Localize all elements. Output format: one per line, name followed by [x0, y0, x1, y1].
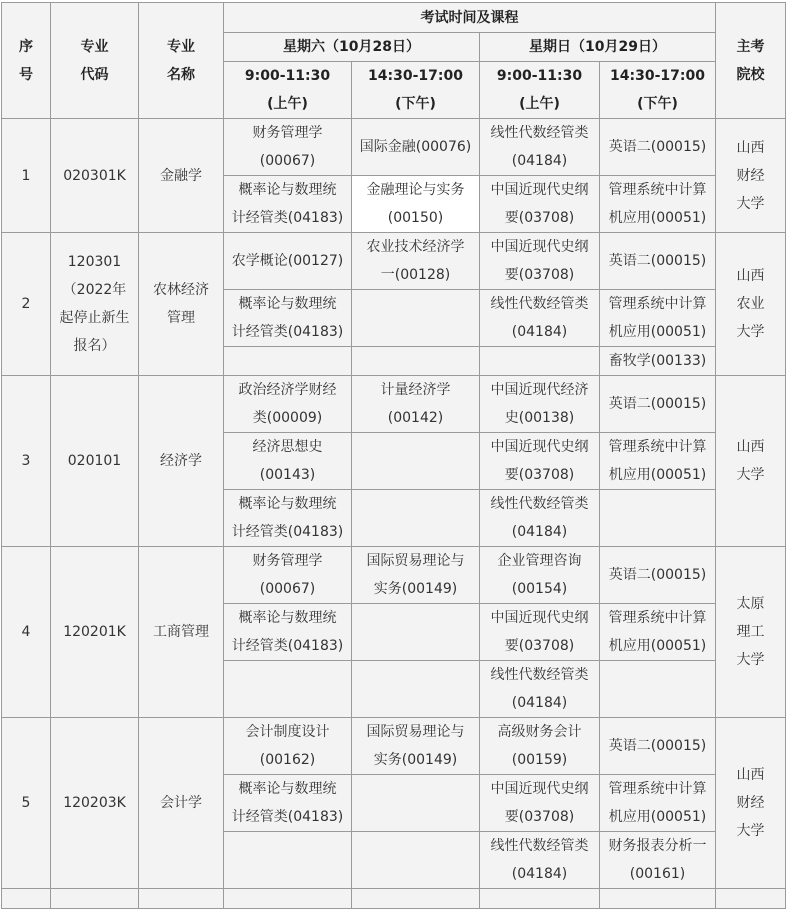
course-cell-sun-am: [480, 119, 600, 176]
cell-text-line: 大学: [736, 324, 765, 340]
course-cell-sun-pm: [600, 718, 716, 775]
empty-cell: [480, 889, 600, 909]
cell-text-line: 大学: [736, 467, 765, 483]
header-school: 主考 院校: [716, 3, 786, 119]
cell-text-line: 计经管类(04183): [231, 324, 344, 340]
cell-text-line: 经济学: [160, 453, 202, 469]
major-code: [51, 376, 139, 547]
cell-text-line: 农林经济: [153, 282, 209, 298]
cell-text-line: 国际金融(00076): [359, 139, 472, 155]
course-cell-sat-pm: [352, 832, 480, 889]
course-cell-sat-pm: [352, 547, 480, 604]
empty-cell: [51, 889, 139, 909]
cell-text-line: 起停止新生: [59, 310, 130, 326]
cell-text-line: 财经: [736, 167, 765, 184]
course-cell-sat-am: [224, 233, 352, 290]
table-header: [2, 3, 786, 119]
cell-text-line: 金融学: [160, 167, 202, 184]
cell-text-line: 机应用(00051): [608, 467, 707, 483]
cell-text-line: 中国近现代史纲: [490, 182, 589, 198]
empty-cell: [139, 889, 224, 909]
cell-text-line: 财务管理学: [252, 125, 323, 141]
course-cell-sat-pm: [352, 233, 480, 290]
course-cell-sat-pm: [352, 176, 480, 233]
cell-text-line: 会计制度设计: [245, 724, 330, 740]
cell-text-line: 概率论与数理统: [238, 496, 337, 512]
cell-text-line: 计经管类(04183): [231, 524, 344, 540]
cell-text-line: (04184): [511, 695, 568, 711]
course-cell-sun-pm: [600, 547, 716, 604]
major-name: [139, 718, 224, 889]
cell-text-line: 机应用(00051): [608, 210, 707, 226]
cell-text-line: 大学: [736, 195, 765, 212]
cell-text-line: 英语二(00015): [608, 567, 707, 583]
cell-text-line: 工商管理: [153, 624, 209, 640]
cell-text-line: 山西: [736, 439, 765, 455]
cell-text-line: 企业管理咨询: [497, 553, 582, 569]
cell-text-line: 线性代数经管类: [490, 496, 589, 512]
cell-text-line: 线性代数经管类: [490, 125, 589, 141]
course-cell-sat-am: [224, 347, 352, 376]
course-cell-sun-pm: [600, 490, 716, 547]
cell-text-line: 020101: [67, 453, 122, 469]
cell-text-line: 概率论与数理统: [238, 182, 337, 198]
cell-text-line: 中国近现代经济: [490, 382, 589, 398]
cell-text-line: 机应用(00051): [608, 638, 707, 654]
cell-text-line: 020301K: [63, 167, 126, 184]
examining-school: [716, 119, 786, 233]
course-cell-sun-pm: [600, 176, 716, 233]
cell-text-line: (04184): [511, 524, 568, 540]
cell-text-line: 管理系统中计算: [608, 781, 707, 797]
cell-text-line: 要(03708): [504, 267, 575, 283]
cell-text-line: 农学概论(00127): [231, 253, 344, 269]
course-cell-sun-pm: [600, 347, 716, 376]
course-cell-sat-am: [224, 376, 352, 433]
header-major-code: 专业 代码: [51, 3, 139, 119]
header-sat-am: 9:00-11:30 (上午): [224, 62, 352, 119]
cell-text-line: 财经: [736, 795, 765, 811]
cell-text-line: 概率论与数理统: [238, 781, 337, 797]
major-code: [51, 718, 139, 889]
cell-text-line: 要(03708): [504, 467, 575, 483]
empty-cell: [600, 889, 716, 909]
cell-text-line: (04184): [511, 324, 568, 340]
cell-text-line: 管理系统中计算: [608, 439, 707, 455]
course-cell-sat-pm: [352, 604, 480, 661]
course-cell-sat-am: [224, 661, 352, 718]
cell-text-line: （2022年: [62, 282, 127, 298]
cell-text-line: 计经管类(04183): [231, 210, 344, 226]
examining-school: [716, 718, 786, 889]
header-major-name: 专业 名称: [139, 3, 224, 119]
major-no: 3: [2, 376, 51, 547]
cell-text-line: 农业技术经济学: [366, 239, 465, 255]
table-row: [2, 889, 786, 909]
cell-text-line: 英语二(00015): [608, 396, 707, 412]
cell-text-line: 国际贸易理论与: [366, 724, 465, 740]
major-no: 2: [2, 233, 51, 376]
table-row: [2, 376, 786, 433]
cell-text-line: 机应用(00051): [608, 809, 707, 825]
major-code: [51, 119, 139, 233]
cell-text-line: 要(03708): [504, 809, 575, 825]
cell-text-line: 线性代数经管类: [490, 667, 589, 683]
course-cell-sun-pm: [600, 119, 716, 176]
cell-text-line: 管理: [167, 310, 195, 326]
course-cell-sat-am: [224, 433, 352, 490]
cell-text-line: 畜牧学(00133): [608, 353, 707, 369]
cell-text-line: 计经管类(04183): [231, 638, 344, 654]
course-cell-sun-am: [480, 661, 600, 718]
cell-text-line: 概率论与数理统: [238, 296, 337, 312]
header-sat-pm: 14:30-17:00 (下午): [352, 62, 480, 119]
cell-text-line: (00142): [387, 410, 444, 426]
major-no: 1: [2, 119, 51, 233]
header-no: 序 号: [2, 3, 51, 119]
course-cell-sun-am: [480, 547, 600, 604]
cell-text-line: 120203K: [63, 795, 126, 811]
course-cell-sat-am: [224, 604, 352, 661]
cell-text-line: 农业: [736, 296, 765, 312]
course-cell-sat-pm: [352, 347, 480, 376]
cell-text-line: 概率论与数理统: [238, 610, 337, 626]
course-cell-sat-am: [224, 290, 352, 347]
cell-text-line: 大学: [736, 652, 765, 668]
cell-text-line: (00161): [629, 866, 686, 882]
major-no: 4: [2, 547, 51, 718]
course-cell-sun-pm: [600, 661, 716, 718]
course-cell-sun-am: [480, 176, 600, 233]
cell-text-line: 线性代数经管类: [490, 838, 589, 854]
header-saturday: 星期六（10月28日）: [224, 33, 480, 62]
cell-text-line: (00159): [511, 752, 568, 768]
cell-text-line: 管理系统中计算: [608, 182, 707, 198]
table-row: [2, 718, 786, 775]
major-code: [51, 233, 139, 376]
cell-text-line: (00067): [259, 153, 316, 169]
course-cell-sat-am: [224, 718, 352, 775]
cell-text-line: 计量经济学: [380, 382, 451, 398]
course-cell-sat-pm: [352, 376, 480, 433]
table-row: [2, 547, 786, 604]
cell-text-line: 财务管理学: [252, 553, 323, 569]
course-cell-sun-pm: [600, 290, 716, 347]
course-cell-sat-pm: [352, 661, 480, 718]
cell-text-line: 实务(00149): [373, 752, 458, 768]
major-no: 5: [2, 718, 51, 889]
cell-text-line: 英语二(00015): [608, 253, 707, 269]
major-name: [139, 376, 224, 547]
cell-text-line: 中国近现代史纲: [490, 610, 589, 626]
cell-text-line: (00143): [259, 467, 316, 483]
examining-school: [716, 547, 786, 718]
course-cell-sat-pm: [352, 490, 480, 547]
cell-text-line: (00150): [387, 210, 444, 226]
table-row: [2, 233, 786, 290]
course-cell-sun-am: [480, 233, 600, 290]
cell-text-line: (04184): [511, 153, 568, 169]
course-cell-sat-am: [224, 775, 352, 832]
empty-cell: [2, 889, 51, 909]
cell-text-line: 太原: [736, 596, 765, 612]
header-sun-pm: 14:30-17:00 (下午): [600, 62, 716, 119]
course-cell-sat-am: [224, 490, 352, 547]
cell-text-line: 会计学: [160, 795, 202, 811]
cell-text-line: (04184): [511, 866, 568, 882]
cell-text-line: 高级财务会计: [497, 724, 582, 740]
cell-text-line: 金融理论与实务: [366, 182, 465, 198]
examining-school: [716, 233, 786, 376]
course-cell-sun-am: [480, 832, 600, 889]
cell-text-line: 线性代数经管类: [490, 296, 589, 312]
course-cell-sun-am: [480, 718, 600, 775]
cell-text-line: 要(03708): [504, 210, 575, 226]
major-name: [139, 547, 224, 718]
cell-text-line: 要(03708): [504, 638, 575, 654]
cell-text-line: 山西: [736, 268, 765, 284]
cell-text-line: 中国近现代史纲: [490, 781, 589, 797]
cell-text-line: 英语二(00015): [608, 738, 707, 754]
table-body: [2, 119, 786, 909]
cell-text-line: 财务报表分析一: [608, 838, 707, 854]
course-cell-sun-pm: [600, 604, 716, 661]
header-sun-am: 9:00-11:30 (上午): [480, 62, 600, 119]
course-cell-sat-pm: [352, 718, 480, 775]
course-cell-sun-pm: [600, 832, 716, 889]
course-cell-sat-am: [224, 547, 352, 604]
course-cell-sun-pm: [600, 775, 716, 832]
course-cell-sun-am: [480, 775, 600, 832]
empty-cell: [352, 889, 480, 909]
course-cell-sat-am: [224, 176, 352, 233]
major-name: [139, 233, 224, 376]
cell-text-line: 大学: [736, 823, 765, 839]
cell-text-line: (00154): [511, 581, 568, 597]
course-cell-sun-pm: [600, 376, 716, 433]
cell-text-line: 山西: [736, 139, 765, 156]
cell-text-line: 山西: [736, 767, 765, 783]
cell-text-line: (00162): [259, 752, 316, 768]
exam-schedule-table: [1, 2, 786, 909]
course-cell-sun-am: [480, 433, 600, 490]
cell-text-line: 管理系统中计算: [608, 296, 707, 312]
course-cell-sat-pm: [352, 119, 480, 176]
empty-cell: [224, 889, 352, 909]
cell-text-line: 120201K: [63, 624, 126, 640]
cell-text-line: 史(00138): [504, 410, 575, 426]
header-sunday: 星期日（10月29日）: [480, 33, 716, 62]
course-cell-sat-pm: [352, 775, 480, 832]
course-cell-sat-am: [224, 832, 352, 889]
cell-text-line: 英语二(00015): [608, 139, 707, 155]
cell-text-line: 经济思想史: [252, 439, 323, 455]
cell-text-line: 计经管类(04183): [231, 809, 344, 825]
cell-text-line: 120301: [67, 254, 122, 270]
course-cell-sun-am: [480, 376, 600, 433]
cell-text-line: 理工: [736, 624, 765, 640]
course-cell-sun-pm: [600, 433, 716, 490]
course-cell-sat-am: [224, 119, 352, 176]
cell-text-line: 一(00128): [380, 267, 451, 283]
empty-cell: [716, 889, 786, 909]
header-exam-time: 考试时间及课程: [224, 3, 716, 33]
cell-text-line: 中国近现代史纲: [490, 239, 589, 255]
cell-text-line: 实务(00149): [373, 581, 458, 597]
course-cell-sun-pm: [600, 233, 716, 290]
course-cell-sun-am: [480, 290, 600, 347]
cell-text-line: 报名）: [73, 338, 116, 354]
examining-school: [716, 376, 786, 547]
course-cell-sat-pm: [352, 290, 480, 347]
cell-text-line: (00067): [259, 581, 316, 597]
course-cell-sun-am: [480, 490, 600, 547]
course-cell-sun-am: [480, 347, 600, 376]
table-row: [2, 119, 786, 176]
major-name: [139, 119, 224, 233]
cell-text-line: 国际贸易理论与: [366, 553, 465, 569]
cell-text-line: 政治经济学财经: [238, 382, 337, 398]
cell-text-line: 机应用(00051): [608, 324, 707, 340]
course-cell-sun-am: [480, 604, 600, 661]
cell-text-line: 管理系统中计算: [608, 610, 707, 626]
major-code: [51, 547, 139, 718]
cell-text-line: 中国近现代史纲: [490, 439, 589, 455]
course-cell-sat-pm: [352, 433, 480, 490]
cell-text-line: 类(00009): [252, 410, 323, 426]
